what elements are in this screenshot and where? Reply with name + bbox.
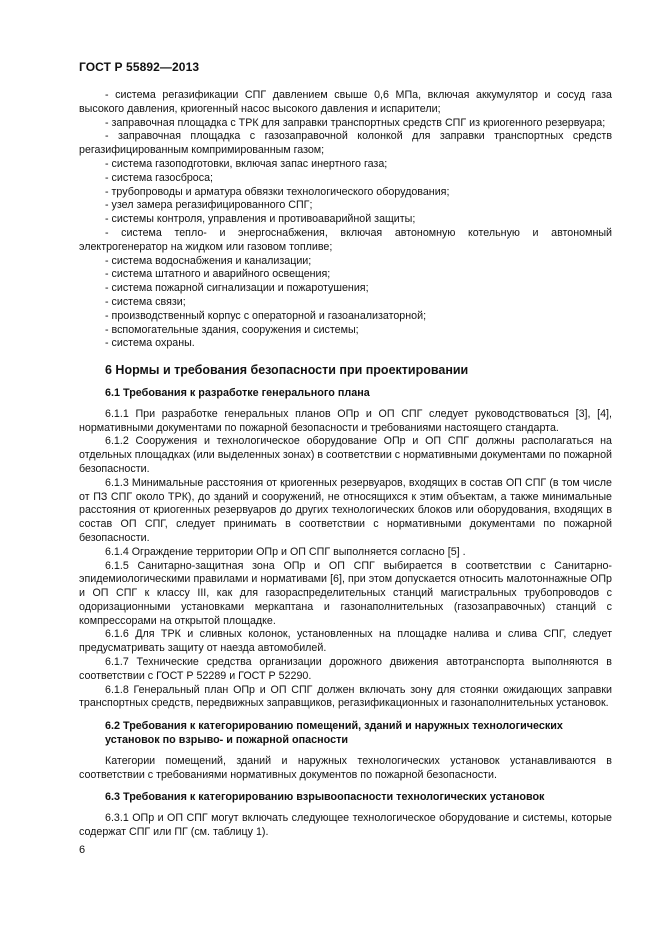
- list-item: - системы контроля, управления и противоаварийной защиты;: [105, 213, 416, 226]
- systems-list: [79, 89, 612, 351]
- section-6-2-title-line1: 6.2 Требования к категорированию помещений, зданий и наружных технологических: [105, 720, 563, 733]
- paragraph-6-1-2: 6.1.2 Сооружения и технологическое оборудование ОПр и ОП СПГ должны располагаться на отдельных площадках (или выделенных зонах) в соответствии с нормативными документами по пожарной безопасности.: [79, 435, 612, 475]
- paragraph-6-3-1: 6.3.1 ОПр и ОП СПГ могут включать следующее технологическое оборудование и системы, которые содержат СПГ или ПГ (см. таблицу 1).: [79, 812, 612, 839]
- list-item: - заправочная площадка с газозаправочной колонкой для заправки транспортных средств регазифицированным компримированным газом;: [79, 130, 612, 157]
- paragraph-6-1-5: 6.1.5 Санитарно-защитная зона ОПр и ОП СПГ выбирается в соответствии с Санитарно-эпидемиологическими правилами и нормативами [6], при этом допускается относить малотоннажные ОПр и ОП СПГ к классу III, как для газораспределительных станций магистральных трубопроводов с одоризационными установками меркаптана и газонаполнительных (газозаправочных) станций с компрессорами на открытой площадке.: [79, 559, 612, 627]
- list-item: - система газоподготовки, включая запас инертного газа;: [105, 157, 388, 170]
- paragraph-6-1-4: 6.1.4 Ограждение территории ОПр и ОП СПГ выполняется согласно [5] .: [105, 545, 466, 558]
- paragraph-6-1-6: 6.1.6 Для ТРК и сливных колонок, установленных на площадке налива и слива СПГ, следует предусматривать защиту от наезда автомобилей.: [79, 628, 612, 655]
- document-header: ГОСТ Р 55892—2013: [79, 60, 200, 74]
- list-item: - трубопроводы и арматура обвязки технологического оборудования;: [105, 185, 450, 198]
- paragraph-6-1-1: 6.1.1 При разработке генеральных планов ОПр и ОП СПГ следует руководствоваться [3], [4], нормативными документами по пожарной безопасности и требованиями настоящего стандарта.: [79, 407, 612, 434]
- section-6-1-title: 6.1 Требования к разработке генерального плана: [105, 386, 370, 399]
- list-item: - заправочная площадка с ТРК для заправки транспортных средств СПГ из криогенного резервуара;: [105, 116, 606, 129]
- list-item: - система водоснабжения и канализации;: [105, 254, 312, 267]
- section-6-2-title: [105, 720, 612, 748]
- section-6-3-title: 6.3 Требования к категорированию взрывоопасности технологических установок: [105, 791, 545, 804]
- list-item: - система тепло- и энергоснабжения, включая автономную котельную и автономный электрогенератор на жидком или газовом топливе;: [79, 226, 612, 253]
- list-item: - система штатного и аварийного освещения;: [105, 268, 331, 281]
- list-item: - узел замера регазифицированного СПГ;: [105, 199, 313, 212]
- paragraph-6-1-3: 6.1.3 Минимальные расстояния от криогенных резервуаров, входящих в состав ОП СПГ (в том числе от ПЗ СПГ около ТРК), до зданий и сооружений, не относящихся к этим объектам, а также минимальные расстояния от криогенных резервуаров до других технологических блоков или оборудования, входящих в состав ОП СПГ, следует принимать в соответствии с нормативными документами по пожарной безопасности.: [79, 476, 612, 544]
- list-item: - система газосброса;: [105, 171, 213, 184]
- list-item: - система регазификации СПГ давлением свыше 0,6 МПа, включая аккумулятор и сосуд газа высокого давления, криогенный насос высокого давления и испарители;: [79, 89, 612, 115]
- paragraph-6-2: Категории помещений, зданий и наружных технологических установок устанавливаются в соответствии с требованиями нормативных документов по пожарной безопасности.: [79, 754, 612, 781]
- list-item: - система охраны.: [105, 337, 195, 350]
- section-6-title: 6 Нормы и требования безопасности при проектировании: [105, 363, 469, 378]
- paragraph-6-1-7: 6.1.7 Технические средства организации дорожного движения автотранспорта выполняются в соответствии с ГОСТ Р 52289 и ГОСТ Р 52290.: [79, 656, 612, 682]
- page-body: [79, 89, 612, 840]
- list-item: - система связи;: [105, 295, 186, 308]
- list-item: - вспомогательные здания, сооружения и системы;: [105, 323, 359, 336]
- page-number: 6: [79, 844, 86, 856]
- section-6-2-title-line2: установок по взрыво- и пожарной опасности: [105, 734, 349, 747]
- paragraph-6-1-8: 6.1.8 Генеральный план ОПр и ОП СПГ должен включать зону для стоянки ожидающих заправки транспортных средств, передвижных заправщиков, регазификационных и газонаполнительных установок.: [79, 683, 612, 710]
- list-item: - система пожарной сигнализации и пожаротушения;: [105, 282, 369, 295]
- list-item: - производственный корпус с операторной и газоанализаторной;: [105, 309, 427, 322]
